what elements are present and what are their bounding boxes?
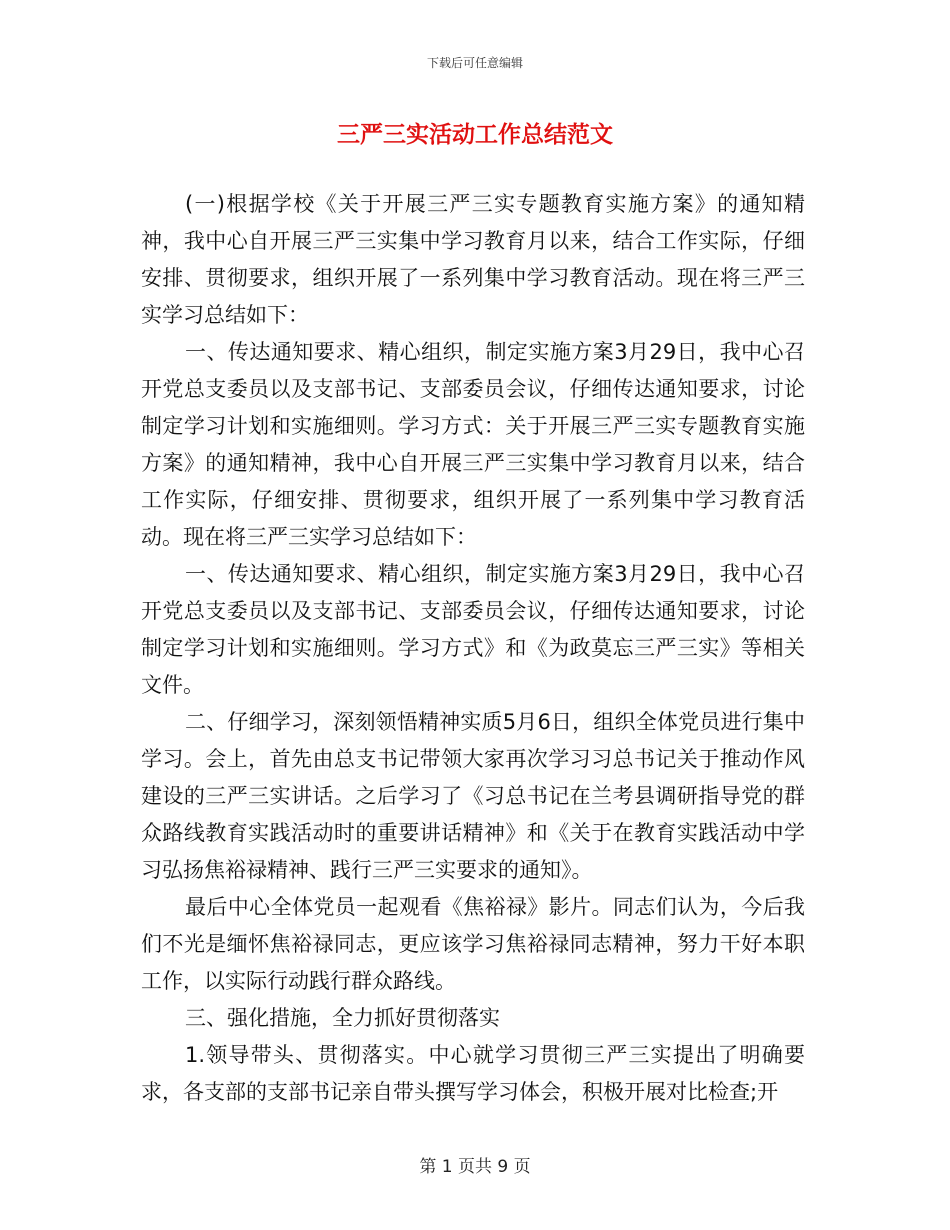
document-title: 三严三实活动工作总结范文 [337, 122, 613, 148]
paragraph-intro: (一)根据学校《关于开展三严三实专题教育实施方案》的通知精神，我中心自开展三严三实集中学习教育月以来，结合工作实际，仔细安排、贯彻要求，组织开展了一系列集中学习教育活动。现在将三严三实学习总结如下： [141, 192, 805, 327]
paragraph-section-1: 一、传达通知要求、精心组织，制定实施方案3月29日，我中心召开党总支委员以及支部书记、支部委员会议，仔细传达通知要求，讨论制定学习计划和实施细则。学习方式：关于开展三严三实专题教育实施方案》的通知精神，我中心自开展三严三实集中学习教育月以来，结合工作实际，仔细安排、贯彻要求，组织开展了一系列集中学习教育活动。现在将三严三实学习总结如下： [141, 340, 805, 549]
paragraph-item-1: 1.领导带头、贯彻落实。中心就学习贯彻三严三实提出了明确要求，各支部的支部书记亲自带头撰写学习体会，积极开展对比检查;开 [141, 1043, 805, 1104]
paragraph-section-2: 二、仔细学习，深刻领悟精神实质5月6日，组织全体党员进行集中学习。会上，首先由总支书记带领大家再次学习习总书记关于推动作风建设的三严三实讲话。之后学习了《习总书记在兰考县调研指导党的群众路线教育实践活动时的重要讲话精神》和《关于在教育实践活动中学习弘扬焦裕禄精神、践行三严三实要求的通知》。 [141, 710, 805, 882]
paragraph-section-3-heading: 三、强化措施，全力抓好贯彻落实 [185, 1006, 500, 1030]
header-note: 下载后可任意编辑 [426, 56, 523, 70]
paragraph-film: 最后中心全体党员一起观看《焦裕禄》影片。同志们认为，今后我们不光是缅怀焦裕禄同志，更应该学习焦裕禄同志精神，努力干好本职工作，以实际行动践行群众路线。 [141, 895, 805, 993]
page-number: 第 1 页共 9 页 [419, 1157, 531, 1177]
document-body [141, 186, 805, 1111]
paragraph-section-1-repeat: 一、传达通知要求、精心组织，制定实施方案3月29日，我中心召开党总支委员以及支部书记、支部委员会议，仔细传达通知要求，讨论制定学习计划和实施细则。学习方式》和《为政莫忘三严三实》等相关文件。 [141, 562, 805, 697]
